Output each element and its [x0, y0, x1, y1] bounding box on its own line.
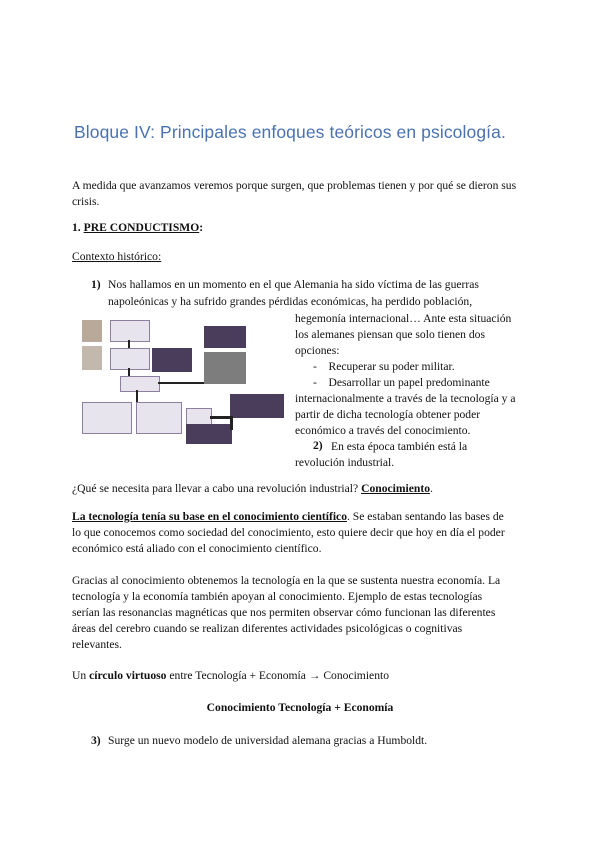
paragraph-2-line: Gracias al conocimiento obtenemos la tecnología en la que se sustenta nuestra economía. La — [72, 574, 501, 587]
virtuous-circle-line — [72, 668, 389, 684]
diagram-box-dark — [152, 348, 192, 372]
item-2-line: revolución industrial. — [295, 456, 395, 469]
diagram-arrow — [128, 368, 130, 376]
item-1-line: hegemonía internacional… Ante esta situación — [295, 312, 512, 325]
diagram-box-dark — [186, 424, 232, 444]
option-continuation: económico a través del conocimiento. — [295, 424, 471, 437]
diagram-box — [110, 348, 150, 370]
item-1-number: 1) — [91, 278, 101, 291]
paragraph-2-line: serían las resonancias magnéticas que nos permiten observar cómo funcionan las diferentes — [72, 606, 496, 619]
option-continuation: partir de dicha tecnología obtener poder — [295, 408, 481, 421]
item-2-line: En esta época también está la — [331, 440, 468, 453]
item-1-line: Nos hallamos en un momento en el que Alemania ha sido víctima de las guerras — [108, 278, 479, 291]
page-title: Bloque IV: Principales enfoques teóricos en psicología. — [74, 122, 506, 142]
diagram-box-dark — [230, 394, 284, 418]
intro-paragraph: A medida que avanzamos veremos porque surgen, que problemas tienen y por qué se dieron sus crisis. — [72, 179, 517, 208]
paragraph-1-line: económico está aliado con el conocimiento científico. — [72, 542, 322, 555]
option-continuation: internacionalmente a través de la tecnología y a — [295, 392, 516, 405]
context-heading: Contexto histórico: — [72, 250, 162, 263]
diagram-arrow — [158, 382, 204, 384]
section-title: PRE CONDUCTISMO — [83, 221, 200, 234]
item-3-number: 3) — [91, 734, 101, 747]
diagram-box — [136, 402, 182, 434]
question-answer: Conocimiento — [361, 482, 430, 495]
section-heading — [72, 220, 203, 236]
option-item: - Recuperar su poder militar. — [313, 360, 455, 373]
option-text: Recuperar su poder militar. — [328, 360, 455, 373]
diagram-arrow — [136, 390, 138, 402]
diagram-box — [82, 402, 132, 434]
diagram-box — [110, 320, 150, 342]
item-2-number: 2) — [313, 439, 323, 452]
diagram-arrow — [128, 340, 130, 348]
portrait-photo — [82, 346, 102, 370]
virtuous-rest: entre Tecnología + Economía → Conocimiento — [169, 669, 390, 682]
virtuous-prefix: Un — [72, 669, 87, 682]
portrait-photo — [82, 320, 102, 342]
section-number: 1. — [72, 221, 81, 234]
item-1-line: opciones: — [295, 344, 340, 357]
item-1-line: los alemanes piensan que solo tienen dos — [295, 328, 485, 341]
paragraph-1-line — [72, 509, 504, 525]
diagram-box — [120, 376, 160, 392]
history-diagram-image — [80, 316, 286, 444]
factory-photo — [204, 352, 246, 384]
diagram-arrow — [230, 416, 233, 430]
virtuous-bold: círculo virtuoso — [89, 669, 167, 682]
centered-formula: Conocimiento Tecnología + Economía — [206, 701, 394, 714]
paragraph-2-line: tecnología y la economía también apoyan al conocimiento. Ejemplo de estas tecnologías — [72, 590, 483, 603]
item-1-line: napoleónicas y ha sufrido grandes pérdidas económicas, ha perdido población, — [108, 295, 473, 308]
option-item: - Desarrollar un papel predominante — [313, 376, 490, 389]
paragraph-1-bold: La tecnología tenía su base en el conocimiento científico — [72, 510, 347, 523]
diagram-box-dark — [204, 326, 246, 348]
diagram-arrow — [210, 416, 232, 419]
paragraph-2-line: áreas del cerebro cuando se realizan diferentes actividades psicológicas o cognitivas — [72, 622, 463, 635]
option-text: Desarrollar un papel predominante — [328, 376, 490, 389]
question-text: ¿Qué se necesita para llevar a cabo una revolución industrial? — [72, 482, 359, 495]
section-colon: : — [199, 221, 204, 234]
item-3-text: Surge un nuevo modelo de universidad alemana gracias a Humboldt. — [108, 734, 428, 747]
question-end: . — [430, 482, 433, 495]
paragraph-1-line: lo que conocemos como sociedad del conocimiento, esto quiere decir que hoy en día el poder — [72, 526, 505, 539]
paragraph-2-line: relevantes. — [72, 638, 122, 651]
question-line — [72, 481, 433, 497]
paragraph-1-rest: . Se estaban sentando las bases de — [347, 510, 504, 523]
